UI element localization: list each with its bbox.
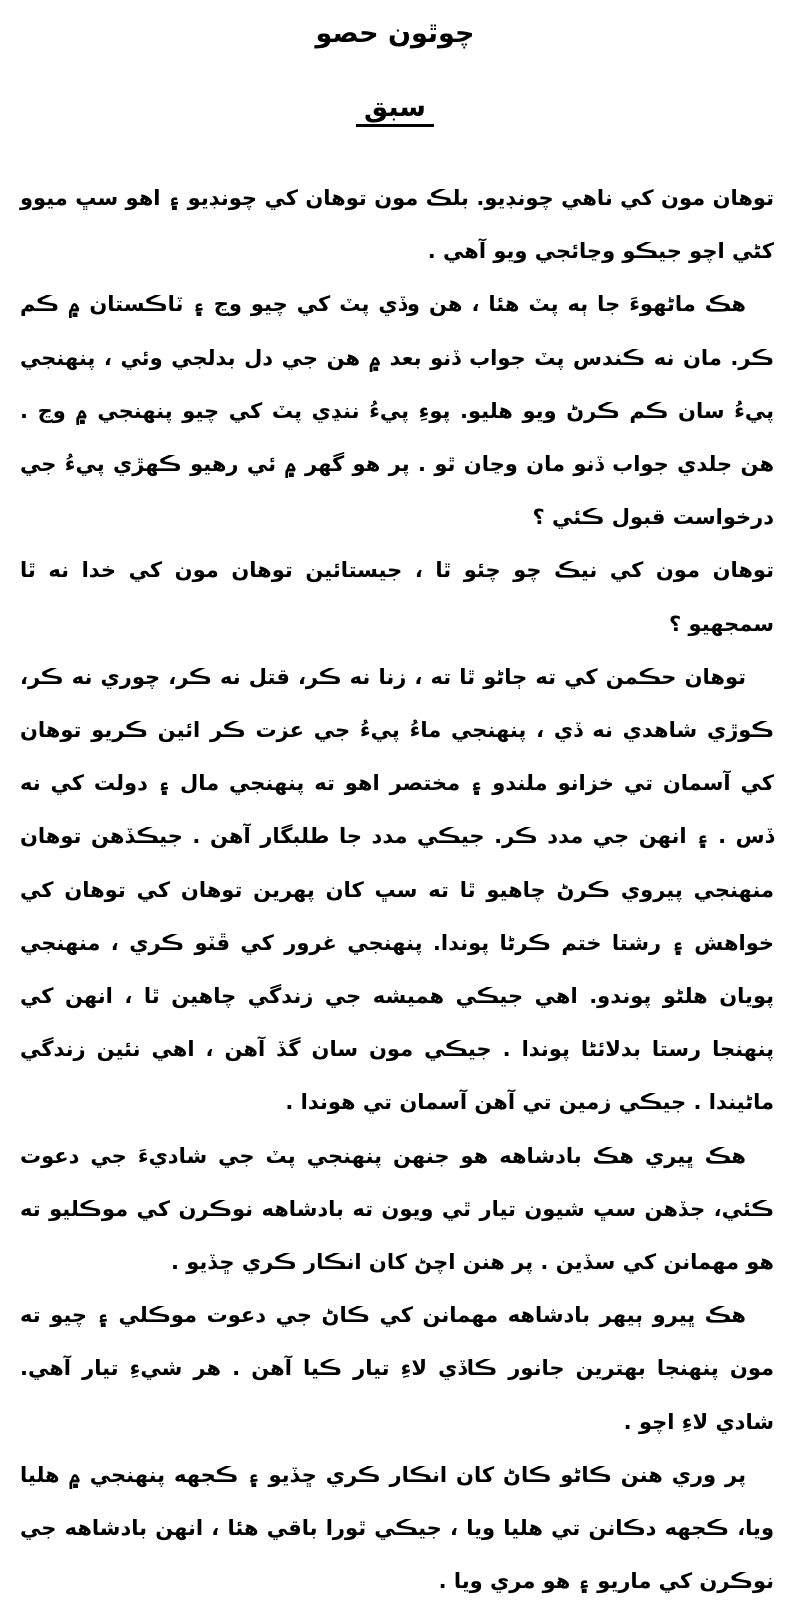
paragraph: توهان حڪمن کي ته ڄاڻو ٿا ته ، زنا نه ڪر، قتل نه ڪر، چوري نه ڪر، ڪوڙي شاهدي نه ڏي ، پنهنجي ماءُ پيءُ جي عزت ڪر ائين ڪريو توهان کي آسمان تي خزانو ملندو ۽ مختصر اهو ته پنهنجي مال ۽ دولت کي نه ڏس . ۽ انهن جي مدد ڪر. جيڪي مدد جا طلبگار آهن . جيڪڏهن توهان منهنجي پيروي ڪرڻ چاهيو ٿا ته سڀ کان پهرين توهان کي توهان کي خواهش ۽ رشتا ختم ڪرڻا پوندا. پنهنجي غرور کي ڦٽو ڪري ، منهنجي پويان هلڻو پوندو. اهي جيڪي هميشه جي زندگي چاهين ٿا ، انهن کي پنهنجا رستا بدلائڻا پوندا . جيڪي مون سان گڏ آهن ، اهي نئين زندگي ماڻيندا . جيڪي زمين تي آهن آسمان تي هوندا . bbox=[20, 664, 774, 1115]
paragraph: پر وري هنن ڪاڻو ڪاڻ کان انڪار ڪري ڇڏيو ۽ ڪجهه پنهنجي ۾ هليا ويا، ڪجهه دڪانن تي هليا ويا ، جيڪي ٿورا باقي هئا ، انهن بادشاهه جي نوڪرن کي ماريو ۽ هو مري ويا . bbox=[20, 1462, 774, 1594]
section-subtitle: سبق bbox=[364, 92, 426, 123]
paragraph: هڪ ماڻهوءَ جا ٻه پٽ هئا ، هن وڏي پٽ کي چيو وڃ ۽ ٽاڪستان ۾ ڪم ڪر. مان نه ڪندس پٽ جواب ڏنو بعد ۾ هن جي دل بدلجي وئي ، پنهنجي پيءُ سان ڪم ڪرڻ ويو هليو. پوءِ پيءُ ننڍي پٽ کي چيو پنهنجي ۾ وڃ . هن جلدي جواب ڏنو مان وڃان ٿو . پر هو گهر ۾ ئي رهيو ڪهڙي پيءُ جي درخواست قبول ڪئي ؟ bbox=[20, 292, 774, 530]
chapter-title: چوٿون حصو bbox=[315, 18, 475, 49]
paragraph: توهان مون کي ناهي چونڊيو. بلڪ مون توهان کي چونڊيو ۽ اهو سڀ ميوو کڻي اچو جيڪو وڃائجي ويو آهي . bbox=[20, 186, 774, 264]
paragraph: هڪ ڀيرو ٻيهر بادشاهه مهمانن کي ڪاڻ جي دعوت موڪلي ۽ چيو ته مون پنهنجا بهترين جانور ڪاڏي لاءِ تيار ڪيا آهن . هر شيءِ تيار آهي. شادي لاءِ اچو . bbox=[20, 1303, 774, 1434]
subtitle-underline bbox=[356, 124, 434, 127]
paragraph: هڪ ڀيري هڪ بادشاهه هو جنهن پنهنجي پٽ جي شاديءَ جي دعوت ڪئي، جڏهن سڀ شيون تيار ٿي ويون ته بادشاهه نوڪرن کي موڪليو ته هو مهمانن کي سڏين . پر هنن اچڻ کان انڪار ڪري ڇڏيو . bbox=[20, 1143, 774, 1275]
paragraph: توهان مون کي نيڪ چو چئو ٿا ، جيستائين توهان مون کي خدا نه ٿا سمجهيو ؟ bbox=[20, 558, 774, 636]
document-body bbox=[20, 172, 774, 1608]
